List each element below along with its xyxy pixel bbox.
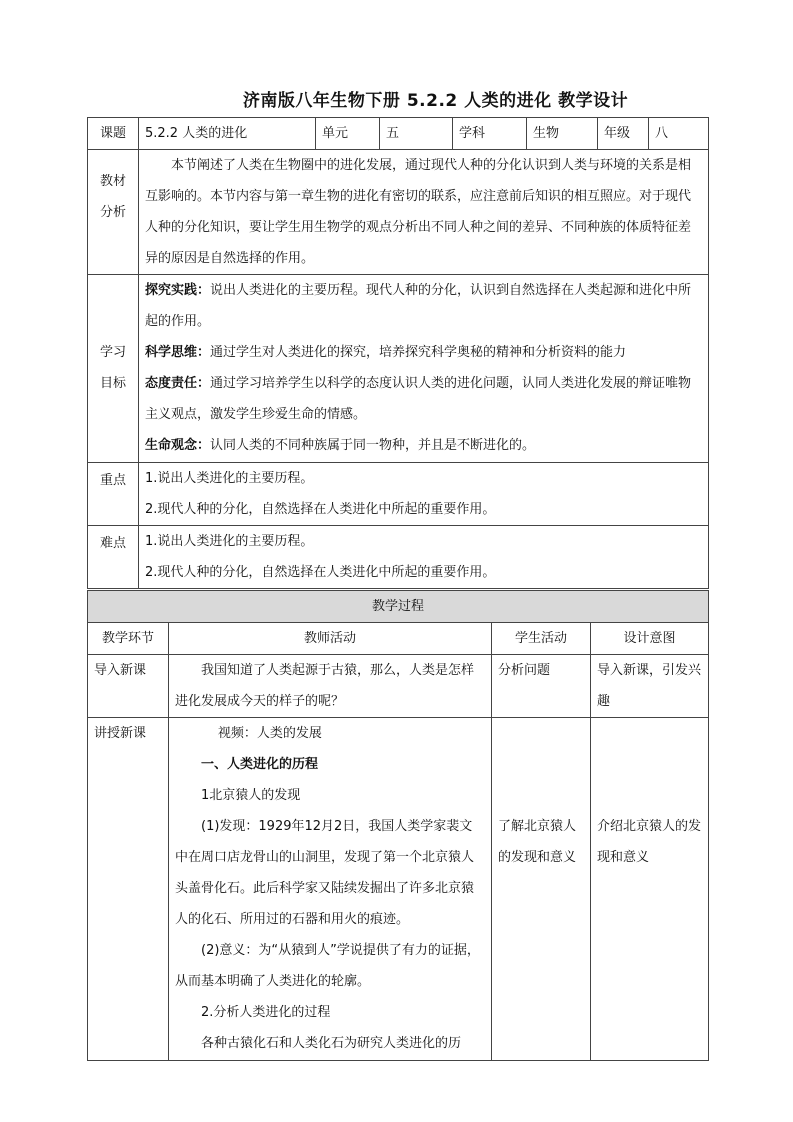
objective-item <box>145 275 702 337</box>
objectives-text <box>139 275 709 463</box>
difficult-point-item: 2.现代人种的分化，自然选择在人类进化中所起的重要作用。 <box>145 565 496 580</box>
objective-item <box>145 368 702 430</box>
analysis-paragraph: 本节阐述了人类在生物圈中的进化发展，通过现代人种的分化认识到人类与环境的关系是相互影响的。本节内容与第一章生物的进化有密切的联系，应注意前后知识的相互照应。对于现代人种的分化知识，要让学生用生物学的观点分析出不同人种之间的差异、不同种族的体质特征差异的原因是自然选择的作用。 <box>145 158 692 266</box>
difficult-points-text <box>139 526 709 589</box>
key-point-item: 1.说出人类进化的主要历程。 <box>145 471 314 486</box>
key-point-item: 2.现代人种的分化，自然选择在人类进化中所起的重要作用。 <box>145 502 496 517</box>
unit-label: 单元 <box>316 118 380 150</box>
analysis-label <box>88 150 139 275</box>
lesson-info-table <box>87 117 709 589</box>
difficult-points-label: 难点 <box>88 526 139 589</box>
key-points-label: 重点 <box>88 463 139 526</box>
objective-item <box>145 430 702 461</box>
objectives-label-line1: 学习 <box>99 345 126 360</box>
section-heading: 一、人类进化的历程 <box>201 757 319 772</box>
key-points-text <box>139 463 709 526</box>
column-header-stage: 教学环节 <box>88 623 169 655</box>
objective-key: 科学思维： <box>145 345 211 360</box>
subject-label: 学科 <box>453 118 527 150</box>
objective-key: 探究实践： <box>145 283 211 298</box>
table-row <box>88 655 709 718</box>
unit-value: 五 <box>380 118 453 150</box>
teacher-paragraph: (1)发现：1929年12月2日，我国人类学家裴文中在周口店龙骨山的山洞里，发现了第一个北京猿人头盖骨化石。此后科学家又陆续发掘出了许多北京猿人的化石、所用过的石器和用火的痕迹。 <box>175 819 475 927</box>
intent-cell: 介绍北京猿人的发现和意义 <box>591 718 709 1061</box>
teaching-process-table <box>87 590 709 1061</box>
page-title: 济南版八年生物下册 5.2.2 人类的进化 教学设计 <box>242 91 629 111</box>
teacher-cell <box>169 655 492 718</box>
analysis-text <box>139 150 709 275</box>
objective-text: 认同人类的不同种族属于同一物种，并且是不断进化的。 <box>210 438 536 453</box>
teacher-paragraph: 2.分析人类进化的过程 <box>201 1005 331 1020</box>
objectives-label <box>88 275 139 463</box>
analysis-label-line2: 分析 <box>99 205 126 220</box>
table-row <box>88 718 709 1061</box>
objective-text: 通过学生对人类进化的探究，培养探究科学奥秘的精神和分析资料的能力 <box>210 345 627 360</box>
intent-cell: 导入新课，引发兴趣 <box>591 655 709 718</box>
teacher-cell <box>169 718 492 1061</box>
teacher-paragraph: 视频：人类的发展 <box>217 726 322 741</box>
objective-text: 说出人类进化的主要历程。现代人种的分化，认识到自然选择在人类起源和进化中所起的作用。 <box>145 283 692 329</box>
objective-key: 态度责任： <box>145 376 211 391</box>
process-header: 教学过程 <box>88 591 709 623</box>
student-cell: 了解北京猿人的发现和意义 <box>492 718 591 1061</box>
subject-value: 生物 <box>527 118 598 150</box>
grade-label: 年级 <box>598 118 649 150</box>
difficult-point-item: 1.说出人类进化的主要历程。 <box>145 534 314 549</box>
teacher-paragraph: 1北京猿人的发现 <box>201 788 301 803</box>
teacher-paragraph: 各种古猿化石和人类化石为研究人类进化的历 <box>201 1036 462 1051</box>
column-header-student: 学生活动 <box>492 623 591 655</box>
objectives-label-line2: 目标 <box>99 376 126 391</box>
objective-text: 通过学习培养学生以科学的态度认识人类的进化问题，认同人类进化发展的辩证唯物主义观点，激发学生珍爱生命的情感。 <box>145 376 692 422</box>
objective-item <box>145 337 702 368</box>
column-header-teacher: 教师活动 <box>169 623 492 655</box>
grade-value: 八 <box>649 118 709 150</box>
lesson-value: 5.2.2 人类的进化 <box>139 118 316 150</box>
stage-cell: 讲授新课 <box>88 718 169 1061</box>
objective-key: 生命观念： <box>145 438 211 453</box>
student-cell: 分析问题 <box>492 655 591 718</box>
analysis-label-line1: 教材 <box>99 174 126 189</box>
column-header-intent: 设计意图 <box>591 623 709 655</box>
lesson-label: 课题 <box>88 118 139 150</box>
teacher-paragraph: (2)意义：为“从猿到人”学说提供了有力的证据，从而基本明确了人类进化的轮廓。 <box>175 943 480 989</box>
stage-cell: 导入新课 <box>88 655 169 718</box>
teacher-paragraph: 我国知道了人类起源于古猿，那么，人类是怎样进化发展成今天的样子的呢？ <box>175 663 475 709</box>
